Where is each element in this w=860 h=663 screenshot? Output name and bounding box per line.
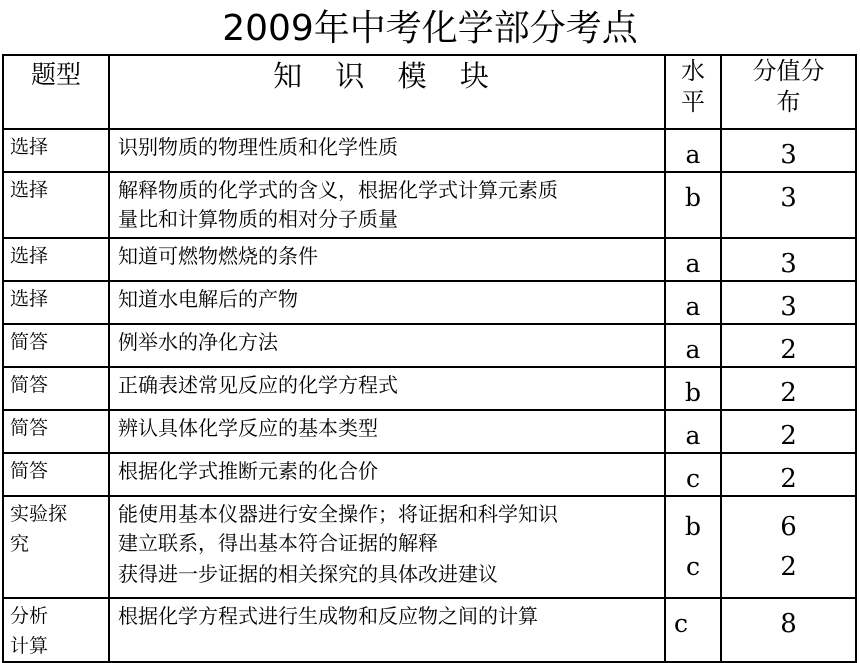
row-knowledge xyxy=(109,281,665,324)
header-score-line1: 分值分 xyxy=(752,57,825,85)
row-type xyxy=(3,496,109,598)
score-value: 2 xyxy=(780,552,797,582)
row-type: 选择 xyxy=(3,238,109,281)
knowledge-line: 辨认具体化学反应的基本类型 xyxy=(118,416,378,440)
table-row xyxy=(3,410,856,453)
knowledge-line: 量比和计算物质的相对分子质量 xyxy=(118,207,398,231)
row-score: 3 xyxy=(721,281,856,324)
row-type: 简答 xyxy=(3,410,109,453)
table-row xyxy=(3,129,856,172)
knowledge-line: 根据化学方程式进行生成物和反应物之间的计算 xyxy=(118,604,538,628)
row-knowledge xyxy=(109,238,665,281)
row-score: 3 xyxy=(721,129,856,172)
row-score: 3 xyxy=(721,238,856,281)
row-score: 2 xyxy=(721,367,856,410)
row-type: 选择 xyxy=(3,172,109,238)
header-knowledge: 知 识 模 块 xyxy=(109,55,665,129)
exam-points-table xyxy=(2,54,857,663)
row-level: a xyxy=(665,129,721,172)
row-type: 选择 xyxy=(3,129,109,172)
table-row xyxy=(3,281,856,324)
header-score xyxy=(721,55,856,129)
row-level: c xyxy=(665,453,721,496)
knowledge-line: 解释物质的化学式的含义，根据化学式计算元素质 xyxy=(118,178,558,202)
header-level-line1: 水 xyxy=(681,57,705,85)
row-type xyxy=(3,598,109,662)
level-value: c xyxy=(685,552,700,581)
knowledge-line: 知道可燃物燃烧的条件 xyxy=(118,244,318,268)
table-header-row xyxy=(3,55,856,129)
knowledge-line: 正确表述常见反应的化学方程式 xyxy=(118,373,398,397)
header-level xyxy=(665,55,721,129)
row-score: 2 xyxy=(721,324,856,367)
knowledge-line: 建立联系，得出基本符合证据的解释 xyxy=(118,531,438,555)
row-level: a xyxy=(665,324,721,367)
row-type: 选择 xyxy=(3,281,109,324)
row-score: 2 xyxy=(721,410,856,453)
row-level: a xyxy=(665,238,721,281)
level-value: b xyxy=(684,512,701,541)
table-row xyxy=(3,496,856,598)
row-knowledge xyxy=(109,172,665,238)
score-value: 6 xyxy=(780,512,797,542)
knowledge-line: 识别物质的物理性质和化学性质 xyxy=(118,135,398,159)
page-title: 2009年中考化学部分考点 xyxy=(222,8,638,49)
row-level xyxy=(665,496,721,598)
knowledge-line: 获得进一步证据的相关探究的具体改进建议 xyxy=(118,562,498,586)
row-score: 3 xyxy=(721,172,856,238)
row-knowledge xyxy=(109,496,665,598)
table-row xyxy=(3,324,856,367)
table-row xyxy=(3,238,856,281)
header-level-line2: 平 xyxy=(681,88,705,116)
knowledge-line: 根据化学式推断元素的化合价 xyxy=(118,459,378,483)
knowledge-line: 能使用基本仪器进行安全操作；将证据和科学知识 xyxy=(118,502,558,526)
table-row xyxy=(3,598,856,662)
row-knowledge xyxy=(109,129,665,172)
header-score-line2: 布 xyxy=(776,88,801,116)
knowledge-line: 例举水的净化方法 xyxy=(118,330,278,354)
row-knowledge xyxy=(109,410,665,453)
header-type: 题型 xyxy=(3,55,109,129)
type-line: 计算 xyxy=(10,635,49,657)
table-row xyxy=(3,453,856,496)
row-level: b xyxy=(665,367,721,410)
row-type: 简答 xyxy=(3,324,109,367)
knowledge-line: 知道水电解后的产物 xyxy=(118,287,298,311)
row-knowledge xyxy=(109,367,665,410)
type-line: 究 xyxy=(10,533,30,555)
row-knowledge xyxy=(109,598,665,662)
row-level: c xyxy=(665,598,721,662)
type-line: 实验探 xyxy=(10,503,68,525)
row-knowledge xyxy=(109,324,665,367)
row-level: b xyxy=(665,172,721,238)
row-knowledge xyxy=(109,453,665,496)
row-score: 2 xyxy=(721,453,856,496)
table-row xyxy=(3,172,856,238)
row-score xyxy=(721,496,856,598)
type-line: 分析 xyxy=(10,605,49,627)
table-row xyxy=(3,367,856,410)
row-level: a xyxy=(665,410,721,453)
row-score: 8 xyxy=(721,598,856,662)
row-type: 简答 xyxy=(3,367,109,410)
row-type: 简答 xyxy=(3,453,109,496)
row-level: a xyxy=(665,281,721,324)
